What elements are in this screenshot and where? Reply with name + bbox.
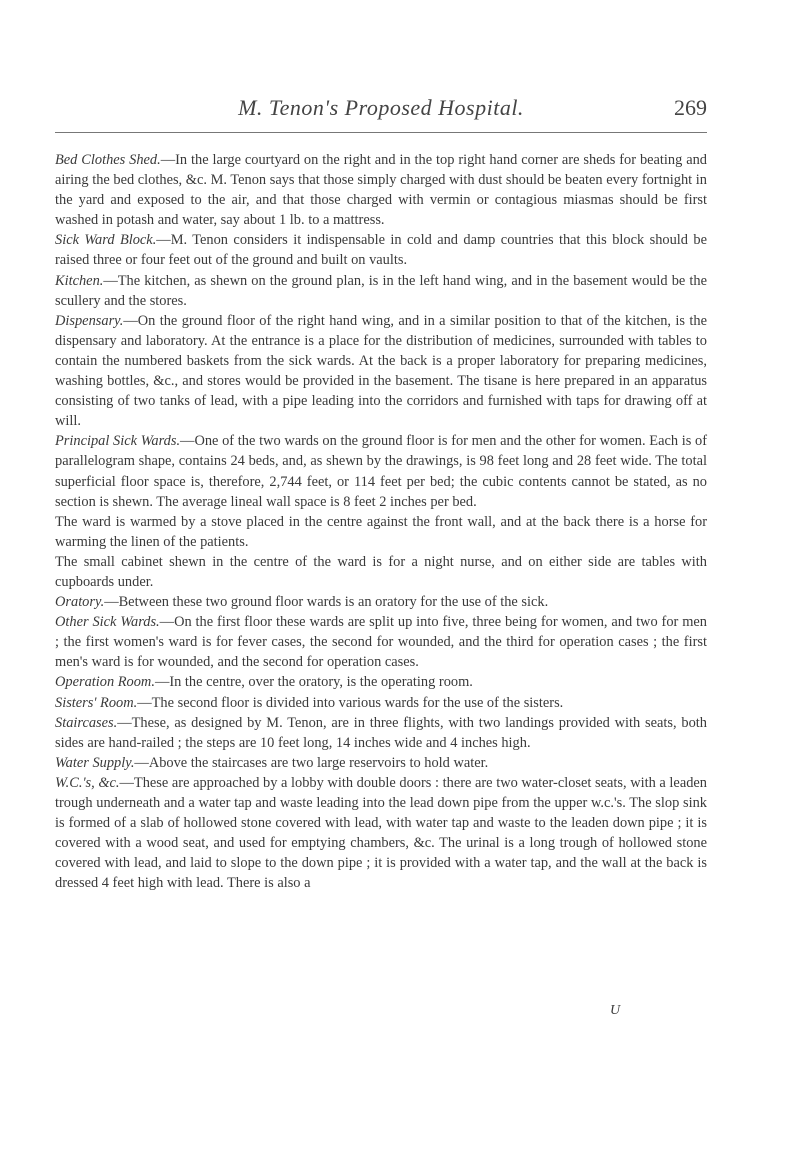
paragraph-text: —These, as designed by M. Tenon, are in three flights, with two landings provided with seats, both sides are hand-railed ; the steps are 10 feet long, 14 inches wide and 4 inches high. [55, 714, 707, 751]
paragraph-operation-room [55, 672, 707, 692]
paragraph-night-nurse-cabinet [55, 552, 707, 592]
paragraph-sisters-room [55, 693, 707, 713]
paragraph-text: —These are approached by a lobby with double doors : there are two water-closet seats, with a leaden trough underneath and a water tap and waste leading into the lead down pipe from the upper w.c.'s. The slop sink is formed of a slab of hollowed stone covered with lead, with water tap and waste to the leaden down pipe ; it is covered with a wood seat, and used for emptying chambers, &c. The urinal is a long trough of hollowed stone covered with lead, and laid to slope to the down pipe ; it is provided with a water tap, and the wall at the back is dressed 4 feet high with lead. There is also a [55, 774, 707, 892]
paragraph-heading: Staircases. [55, 714, 118, 731]
running-title: M. Tenon's Proposed Hospital. [238, 95, 524, 120]
paragraph-text: —The kitchen, as shewn on the ground plan, is in the left hand wing, and in the basement would be the scullery and the stores. [55, 272, 707, 309]
paragraph-oratory [55, 592, 707, 612]
paragraph-heading: Sisters' Room. [55, 694, 138, 711]
paragraph-heading: Kitchen. [55, 272, 104, 289]
paragraph-text: The ward is warmed by a stove placed in the centre against the front wall, and at the back there is a horse for warming the linen of the patients. [55, 513, 707, 550]
paragraph-staircases [55, 713, 707, 753]
paragraph-principal-sick-wards [55, 431, 707, 511]
paragraph-text: —On the first floor these wards are split up into five, three being for women, and two for men ; the first women's ward is for fever cases, the second for wounded, and the third for operation cases ; the first men's ward is for wounded, and the second for operation cases. [55, 614, 708, 671]
paragraph-heading: Bed Clothes Shed. [55, 152, 161, 168]
paragraph-heading: Oratory. [55, 594, 105, 611]
paragraph-heading: Dispensary. [55, 312, 124, 329]
paragraph-heading: Sick Ward Block. [55, 232, 157, 249]
paragraph-text: —M. Tenon considers it indispensable in cold and damp countries that this block should be raised three or four feet out of the ground and built on vaults. [55, 232, 707, 269]
paragraph-text: —Above the staircases are two large reservoirs to hold water. [134, 754, 489, 771]
body-text [55, 150, 707, 893]
running-head [55, 95, 707, 129]
paragraph-wcs [55, 773, 707, 894]
paragraph-heading: Principal Sick Wards. [55, 433, 181, 450]
paragraph-ward-warming [55, 512, 707, 552]
paragraph-text: —In the centre, over the oratory, is the operating room. [154, 674, 473, 691]
page-number: 269 [674, 95, 707, 120]
paragraph-other-sick-wards [55, 612, 707, 672]
paragraph-kitchen [55, 271, 707, 311]
paragraph-text: The small cabinet shewn in the centre of the ward is for a night nurse, and on either side are tables with cupboards under. [55, 553, 707, 590]
paragraph-text: —On the ground floor of the right hand wing, and in a similar position to that of the kitchen, is the dispensary and laboratory. At the entrance is a place for the distribution of medicines, surrounded with tables to contain the numbered baskets from the sick wards. At the back is a proper laboratory for preparing medicines, washing bottles, &c., and stores would be provided in the basement. The tisane is here prepared in an apparatus consisting of two tanks of lead, with a pipe leading into the corridors and furnished with taps for drawing off at will. [55, 312, 707, 430]
paragraph-text: —Between these two ground floor wards is an oratory for the use of the sick. [104, 594, 549, 611]
paragraph-text: —In the large courtyard on the right and in the top right hand corner are sheds for beating and airing the bed clothes, &c. M. Tenon says that those simply charged with dust should be beaten every fortnight in the yard and exposed to the air, and that those charged with vermin or contagious miasmas should be first washed in potash and water, say about 1 lb. to a mattress. [55, 152, 707, 229]
paragraph-heading: W.C.'s, &c. [55, 774, 120, 791]
paragraph-text: —The second floor is divided into various wards for the use of the sisters. [137, 694, 564, 711]
signature-mark: U [610, 1003, 621, 1018]
paragraph-bed-clothes-shed [55, 150, 707, 230]
paragraph-heading: Water Supply. [55, 754, 135, 771]
paragraph-dispensary [55, 311, 707, 432]
paragraph-text: —One of the two wards on the ground floor is for men and the other for women. Each is of parallelogram shape, contains 24 beds, and, as shewn by the drawings, is 98 feet long and 28 feet wide. The total superficial floor space is, therefore, 2,744 feet, or 114 feet per bed; the cubic contents cannot be stated, as no section is shewn. The average lineal wall space is 8 feet 2 inches per bed. [55, 433, 708, 510]
header-rule [55, 132, 707, 133]
paragraph-sick-ward-block [55, 230, 707, 270]
paragraph-water-supply [55, 753, 707, 773]
paragraph-heading: Operation Room. [55, 674, 155, 691]
paragraph-heading: Other Sick Wards. [55, 614, 160, 631]
